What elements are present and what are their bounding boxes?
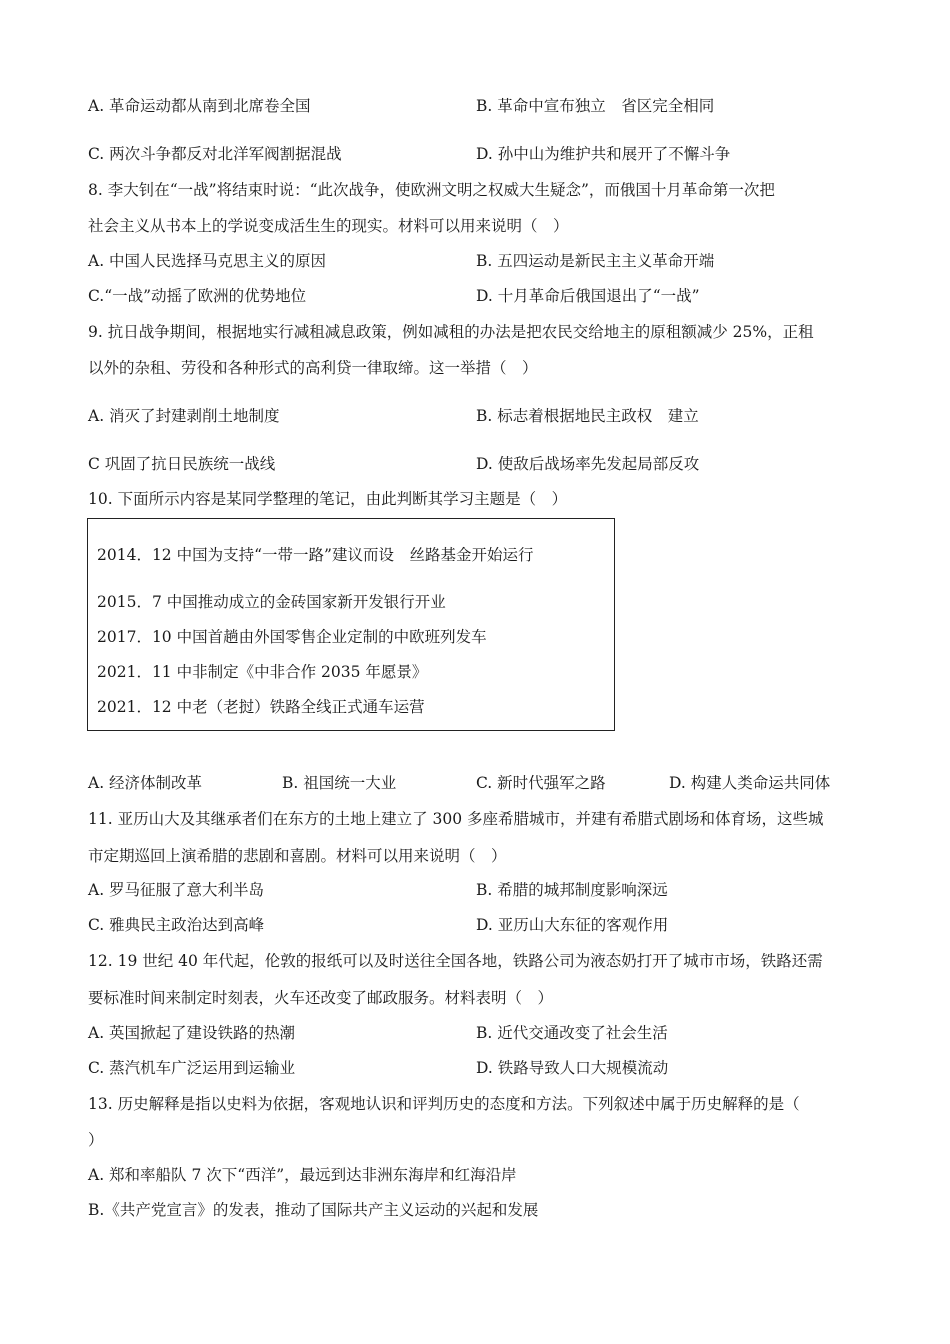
q9-option-c: C 巩固了抗日民族统一战线 xyxy=(88,455,276,473)
q10-option-a: A. 经济体制改革 xyxy=(88,774,203,792)
q12-option-d: D. 铁路导致人口大规模流动 xyxy=(476,1059,669,1077)
q9-stem-line2: 以外的杂租、劳役和各种形式的高利贷一律取缔。这一举措（ ） xyxy=(88,359,538,377)
q10-notes-box xyxy=(87,518,615,731)
note-item: 2015．7 中国推动成立的金砖国家新开发银行开业 xyxy=(97,593,446,611)
q13-option-a: A. 郑和率船队 7 次下“西洋”，最远到达非洲东海岸和红海沿岸 xyxy=(88,1166,517,1184)
q10-option-b: B. 祖国统一大业 xyxy=(282,774,397,792)
q13-stem-line2: ） xyxy=(88,1131,104,1149)
q8-stem-line1: 8. 李大钊在“一战”将结束时说：“此次战争，使欧洲文明之权威大生疑念”，而俄国十月革命第一次把 xyxy=(88,181,775,199)
q10-option-d: D. 构建人类命运共同体 xyxy=(669,774,831,792)
note-item: 2021．11 中非制定《中非合作 2035 年愿景》 xyxy=(97,663,428,681)
q9-option-d: D. 使敌后战场率先发起局部反攻 xyxy=(476,455,700,473)
q9-option-b: B. 标志着根据地民主政权 建立 xyxy=(476,407,699,425)
q12-option-b: B. 近代交通改变了社会生活 xyxy=(476,1024,668,1042)
q10-stem: 10. 下面所示内容是某同学整理的笔记，由此判断其学习主题是（ ） xyxy=(88,490,568,508)
note-item: 2014．12 中国为支持“一带一路”建议而设 丝路基金开始运行 xyxy=(97,546,534,564)
q11-option-d: D. 亚历山大东征的客观作用 xyxy=(476,916,669,934)
q12-stem-line2: 要标准时间来制定时刻表，火车还改变了邮政服务。材料表明（ ） xyxy=(88,989,554,1007)
q8-stem-line2: 社会主义从书本上的学说变成活生生的现实。材料可以用来说明（ ） xyxy=(88,217,569,235)
q12-option-c: C. 蒸汽机车广泛运用到运输业 xyxy=(88,1059,296,1077)
q8-option-c: C.“一战”动摇了欧洲的优势地位 xyxy=(88,287,307,305)
q12-stem-line1: 12. 19 世纪 40 年代起，伦敦的报纸可以及时送往全国各地，铁路公司为液态奶打开了城市市场，铁路还需 xyxy=(88,952,823,970)
q11-stem-line1: 11. 亚历山大及其继承者们在东方的土地上建立了 300 多座希腊城市，并建有希腊式剧场和体育场，这些城 xyxy=(88,810,824,828)
q11-option-a: A. 罗马征服了意大利半岛 xyxy=(88,881,265,899)
q8-option-a: A. 中国人民选择马克思主义的原因 xyxy=(88,252,327,270)
q7-option-c: C. 两次斗争都反对北洋军阀割据混战 xyxy=(88,145,342,163)
q8-option-b: B. 五四运动是新民主主义革命开端 xyxy=(476,252,715,270)
q8-option-d: D. 十月革命后俄国退出了“一战” xyxy=(476,287,700,305)
q11-option-b: B. 希腊的城邦制度影响深远 xyxy=(476,881,668,899)
q9-stem-line1: 9. 抗日战争期间，根据地实行减租减息政策，例如减租的办法是把农民交给地主的原租额减少 25%，正租 xyxy=(88,323,814,341)
q13-stem-line1: 13. 历史解释是指以史料为依据，客观地认识和评判历史的态度和方法。下列叙述中属于历史解释的是（ xyxy=(88,1095,800,1113)
note-item: 2021．12 中老（老挝）铁路全线正式通车运营 xyxy=(97,698,425,716)
q7-option-b: B. 革命中宣布独立 省区完全相同 xyxy=(476,97,715,115)
q11-option-c: C. 雅典民主政治达到高峰 xyxy=(88,916,265,934)
q7-option-d: D. 孙中山为维护共和展开了不懈斗争 xyxy=(476,145,731,163)
q9-option-a: A. 消灭了封建剥削土地制度 xyxy=(88,407,280,425)
q7-option-a: A. 革命运动都从南到北席卷全国 xyxy=(88,97,311,115)
q10-option-c: C. 新时代强军之路 xyxy=(476,774,606,792)
q12-option-a: A. 英国掀起了建设铁路的热潮 xyxy=(88,1024,296,1042)
q13-option-b: B.《共产党宣言》的发表，推动了国际共产主义运动的兴起和发展 xyxy=(88,1201,539,1219)
note-item: 2017．10 中国首趟由外国零售企业定制的中欧班列发车 xyxy=(97,628,487,646)
q11-stem-line2: 市定期巡回上演希腊的悲剧和喜剧。材料可以用来说明（ ） xyxy=(88,847,507,865)
